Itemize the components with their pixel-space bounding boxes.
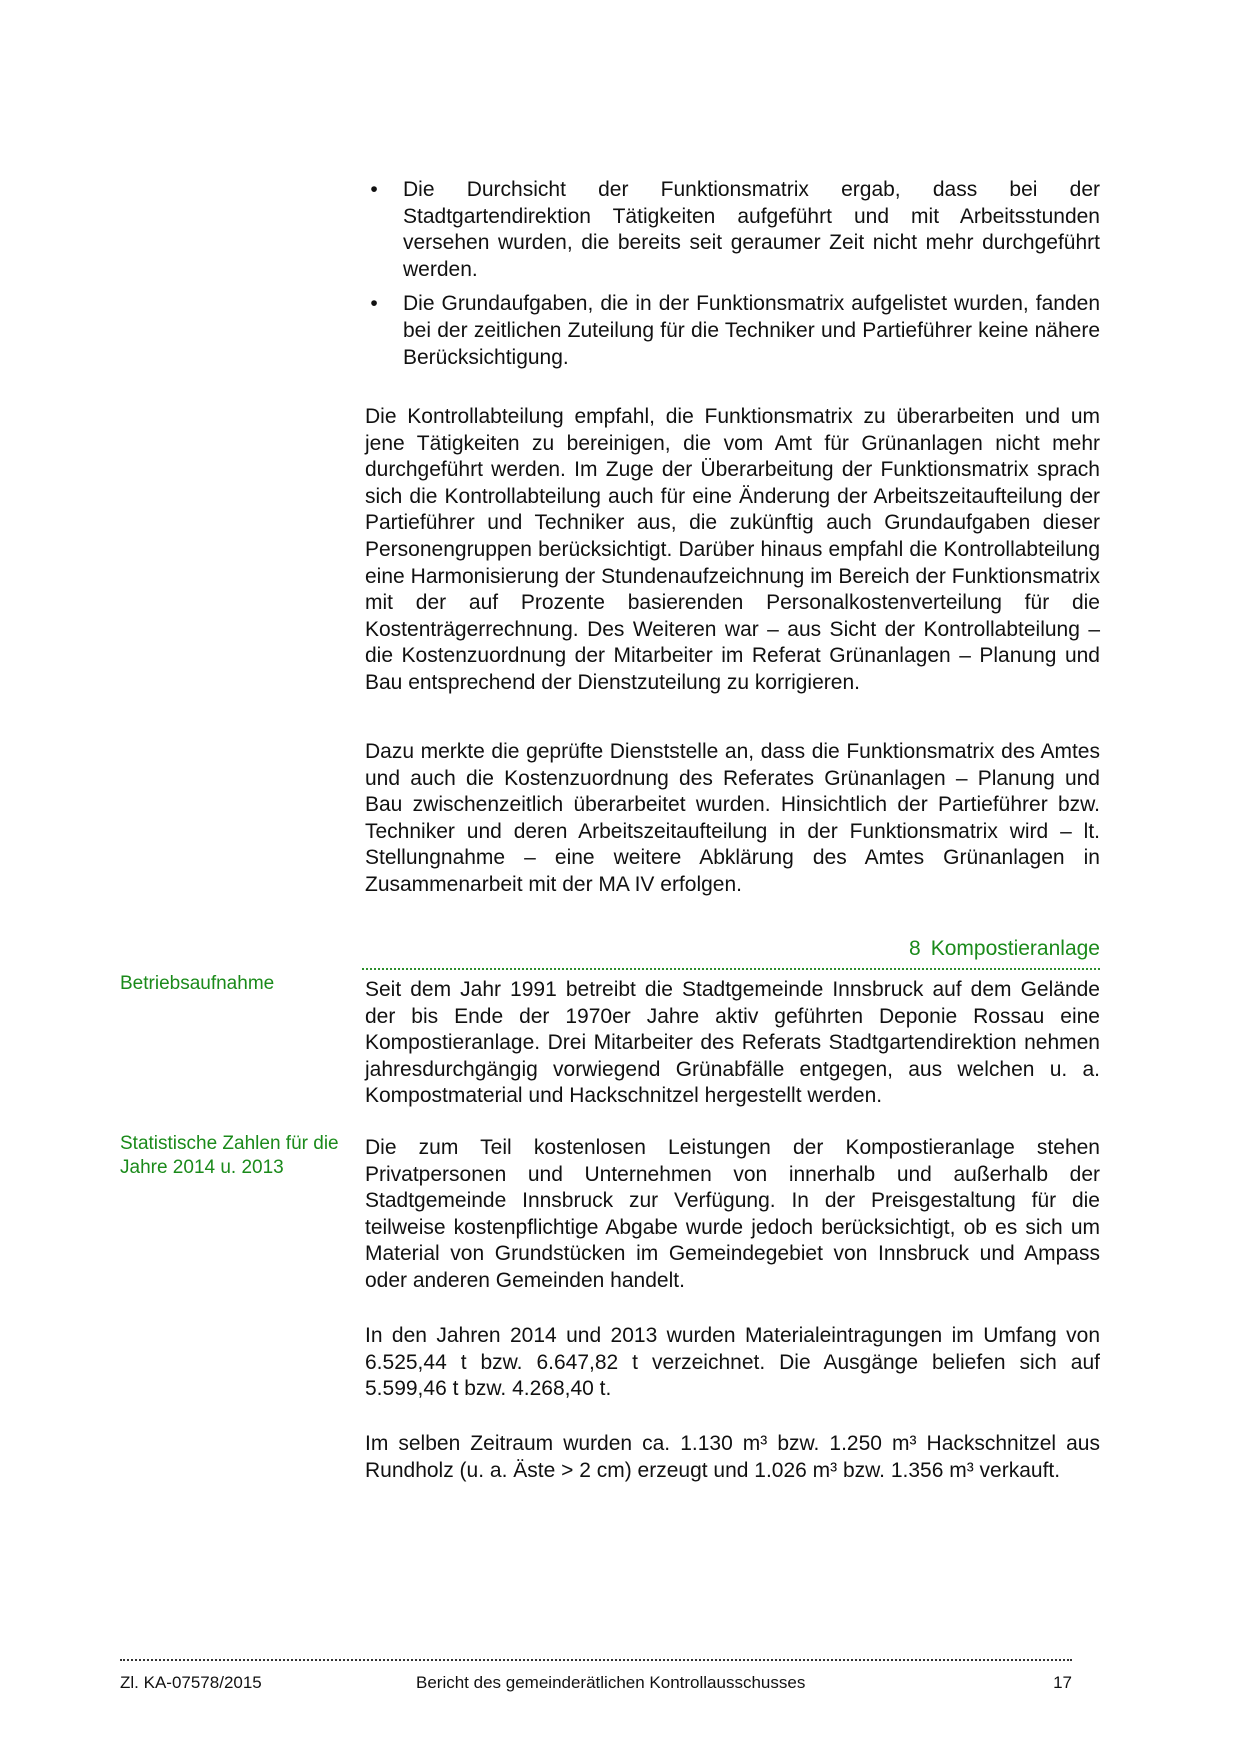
page-number: 17: [1053, 1673, 1072, 1692]
footer-title: Bericht des gemeinderätlichen Kontrollausschusses: [416, 1673, 806, 1692]
bullet-icon: •: [370, 178, 378, 201]
section-title: Kompostieranlage: [930, 937, 1100, 960]
bullet-item: [365, 177, 1100, 283]
section-number: 8: [909, 937, 921, 960]
margin-note-statistik: Statistische Zahlen für die Jahre 2014 u. 2013: [120, 1133, 339, 1178]
paragraph-material-stats: In den Jahren 2014 und 2013 wurden Materialeintragungen im Umfang von 6.525,44 t bzw. 6.647,82 t verzeichnet. Die Ausgänge beliefen sich auf 5.599,46 t bzw. 4.268,40 t.: [365, 1324, 1100, 1401]
paragraph-wood-chips: Im selben Zeitraum wurden ca. 1.130 m³ bzw. 1.250 m³ Hackschnitzel aus Rundholz (u. a. Äste > 2 cm) erzeugt und 1.026 m³ bzw. 1.356 m³ verkauft.: [365, 1432, 1100, 1482]
bullet-icon: •: [370, 292, 378, 316]
footer-divider: [120, 1659, 1072, 1661]
footer-reference: Zl. KA-07578/2015: [120, 1673, 262, 1692]
paragraph-operation: Seit dem Jahr 1991 betreibt die Stadtgemeinde Innsbruck auf dem Gelände der bis Ende der 1970er Jahre aktiv geführten Deponie Rossau eine Kompostieranlage. Drei Mitarbeiter des Referats Stadtgartendirektion nehmen jahresdurchgängig vorwiegend Grünabfälle entgegen, aus welchen u. a. Kompostmaterial und Hackschnitzel hergestellt werden.: [365, 978, 1100, 1108]
bullet-item: [365, 291, 1100, 371]
paragraph-recommendation: Die Kontrollabteilung empfahl, die Funktionsmatrix zu überarbeiten und um jene Tätigkeiten zu bereinigen, die vom Amt für Grünanlagen nicht mehr durchgeführt werden. Im Zuge der Überarbeitung der Funktionsmatrix sprach sich die Kontrollabteilung auch für eine Änderung der Arbeitszeitaufteilung der Partieführer und Techniker aus, die zukünftig auch Grundaufgaben dieser Personengruppen berücksichtigt. Darüber hinaus empfahl die Kontrollabteilung eine Harmonisierung der Stundenaufzeichnung im Bereich der Funktionsmatrix mit der auf Prozente basierenden Personalkostenverteilung für die Kostenträgerrechnung. Des Weiteren war – aus Sicht der Kontrollabteilung – die Kostenzuordnung der Mitarbeiter im Referat Grünanlagen – Planung und Bau entsprechend der Dienstzuteilung zu korrigieren.: [365, 405, 1100, 694]
paragraph-response: Dazu merkte die geprüfte Dienststelle an, dass die Funktionsmatrix des Amtes und auch die Kostenzuordnung des Referates Grünanlagen – Planung und Bau zwischenzeitlich überarbeitet wurden. Hinsichtlich der Partieführer bzw. Techniker und deren Arbeitszeitaufteilung in der Funktionsmatrix wird – lt. Stellungnahme – eine weitere Abklärung des Amtes Grünanlagen in Zusammenarbeit mit der MA IV erfolgen.: [365, 740, 1100, 896]
margin-note-betrieb: Betriebsaufnahme: [120, 973, 275, 994]
bullet-list: [365, 177, 1100, 379]
bullet-text: Die Durchsicht der Funktionsmatrix ergab, dass bei der Stadtgartendirektion Tätigkeiten aufgeführt und mit Arbeitsstunden versehen wurden, die bereits seit geraumer Zeit nicht mehr durchgeführt werden.: [403, 178, 1100, 281]
bullet-text: Die Grundaufgaben, die in der Funktionsmatrix aufgelistet wurden, fanden bei der zeitlichen Zuteilung für die Techniker und Partieführer keine nähere Berücksichtigung.: [403, 292, 1100, 369]
paragraph-services: Die zum Teil kostenlosen Leistungen der Kompostieranlage stehen Privatpersonen und Unternehmen von innerhalb und außerhalb der Stadtgemeinde Innsbruck zur Verfügung. In der Preisgestaltung für die teilweise kostenpflichtige Abgabe wurde jedoch berücksichtigt, ob es sich um Material von Grundstücken im Gemeindegebiet von Innsbruck und Ampass oder anderen Gemeinden handelt.: [365, 1136, 1100, 1292]
section-heading: [362, 936, 1100, 970]
